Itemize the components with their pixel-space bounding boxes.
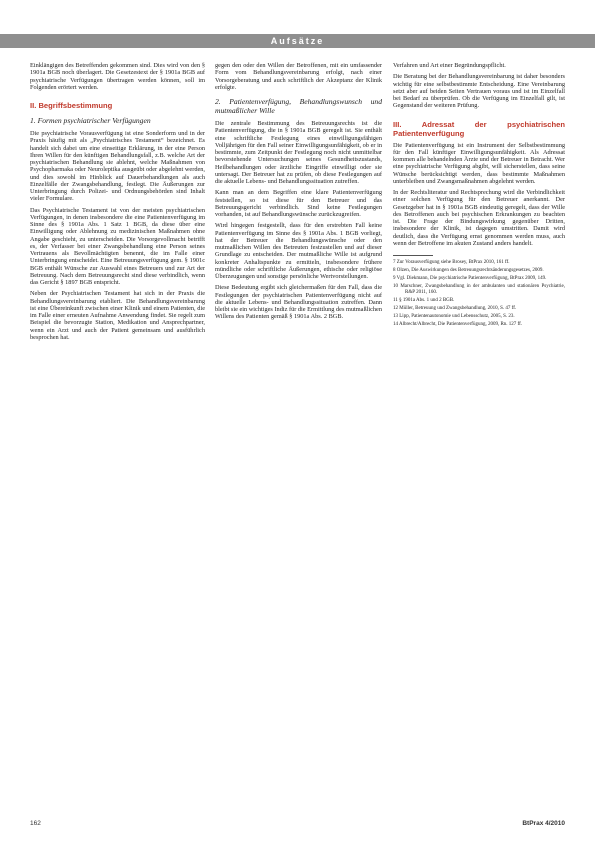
paragraph: Diese Bedeutung ergibt sich gleichermaßen für den Fall, dass die Festlegungen der psychiatrischen Patientenverfügung nicht auf die aktuelle Lebens- und Behandlungssituation zutreffen. Dann bleibt sie ein wichtiges Indiz für die Ermittlung des mutmaßlichen Willens des Patienten gemäß § 1901a Abs. 2 BGB. (215, 284, 383, 321)
paragraph: Die psychiatrische Vorausverfügung ist eine Sonderform und in der Praxis häufig mit als „Psychiatrisches Testament“ bezeichnet. Es handelt sich dabei um eine einseitige Erklärung, in der eine Person Ihren Willen für den künftigen Behandlungsfall, z.B. welche Art der psychiatrischen Behandlung sie ablehnt, welche Maßnahmen von Psychopharmaka oder Neuroleptika ausgeübt oder abgelehnt werden, und dies sowohl im Hinblick auf Dauerbehandlungen als auch Einzelfälle der Zwangsbehandlung, festlegt. Die Äußerungen zur Unterbringung durch Polizei- und Ordnungsbehörden sind Inhalt vieler Formulare. (30, 130, 205, 203)
footnote-divider (393, 255, 433, 256)
footnote: 14 Albrecht/Albrecht, Die Patientenverfügung, 2009, Rn. 127 ff. (393, 322, 523, 327)
page-header (0, 0, 595, 46)
footnote: 10 Marschner, Zwangsbehandlung in der ambulanten und stationären Psychiatrie, R&P 2011, 160. (393, 284, 565, 295)
paragraph: Neben der Psychiatrischen Testament hat sich in der Praxis die Behandlungsvereinbarung etabliert. Die Behandlungsvereinbarung ist eine Übereinkunft zwischen einer Klinik und einem Patienten, die im Falle einer erneuten Aufnahme Anwendung findet. Sie regelt zum Beispiel die bevorzugte Station, Medikation und Ansprechpartner, wenn ein Arzt und auch der Patient gemeinsam und ausführlich besprochen hat. (30, 290, 205, 341)
footnote: 8 Olzen, Die Auswirkungen des Betreuungsrechtsänderungsgesetzes, 2009. (393, 268, 544, 273)
subsection-heading: 1. Formen psychiatrischer Verfügungen (30, 116, 151, 125)
footnote: 12 Müller, Betreuung und Zwangsbehandlung, 2010, S. 47 ff. (393, 306, 517, 311)
text-column-1 (30, 62, 205, 345)
section-title: Aufsätze (270, 36, 325, 46)
paragraph: gegen den oder den Willen der Betroffenen, mit ein umfassender Form vom Behandlungsvereinbarung erfolgt, nach einer Vorsorgeberatung und auch schriftlich der Akzeptanz der Klinik erfolgte. (215, 62, 382, 91)
subsection-heading: 2. Patientenverfügung, Behandlungswunsch und mutmaßlicher Wille (215, 97, 382, 115)
footnote: 7 Zur Vorausverfügung siehe Brosey, BtPrax 2010, 161 ff. (393, 260, 510, 265)
paragraph: Das Psychiatrische Testament ist von der meisten psychiatrischen Verfügungen, in denen insbesondere die eine Patientenverfügung im Sinne des § 1901a Abs. 1 Satz 1 BGB, da diese über eine Einwilligung oder Ablehnung zu medizinischen Maßnahmen ohne Angabe geschieht, zu unterscheiden. Die Vorsorgevollmacht betrifft es, der Verfasser bei einer Zwangsbehandlung eine Person seines Vertrauens als Bevollmächtigten benennt, die im Falle einer Unterbringung entscheidet. Eine Betreuungsverfügung gem. § 1901c BGB enthält Wünsche zur Auswahl eines Betreuers und zur Art der Betreuung. Nach dem Betreuungsrecht sind diese verbindlich, wenn das Gericht § 1897 BGB entspricht. (30, 206, 205, 286)
page-number: 162 (30, 820, 41, 827)
paragraph: Verfahren und Art einer Begründungspflicht. (393, 62, 506, 69)
paragraph: In der Rechtsliteratur und Rechtsprechung wird die Verbindlichkeit einer solchen Verfügung für den Betreuer anerkannt. Der Gesetzgeber hat in § 1901a BGB eindeutig geregelt, dass der Wille des Betroffenen auch bei psychischen Erkrankungen zu beachten ist. Die Frage der Bindungswirkung gegenüber Dritten, insbesondere der Klinik, ist dagegen umstritten. Damit wird deutlich, dass die Verfügung ernst genommen werden muss, auch wenn der Betroffene im akuten Zustand anders handelt. (393, 189, 565, 247)
paragraph: Wird hingegen festgestellt, dass für den erstrebten Fall keine Patientenverfügung im Sinne des § 1901a Abs. 1 BGB vorliegt, hat der Betreuer die Behandlungswünsche oder den mutmaßlichen Willen des Betreuten festzustellen und auf dieser Grundlage zu entscheiden. Der mutmaßliche Wille ist aufgrund konkreter Anhaltspunkte zu ermitteln, insbesondere frühere mündliche oder schriftliche Äußerungen, ethische oder religiöse Überzeugungen und sonstige persönliche Wertvorstellungen. (215, 222, 382, 280)
section-heading: III. Adressat der psychiatrischen Patientenverfügung (393, 119, 565, 138)
text-column-3 (393, 62, 565, 330)
footnotes (393, 260, 565, 328)
footnote: 9 Vgl. Diekmann, Die psychiatrische Patientenverfügung, BtPrax 2009, 149. (393, 276, 547, 281)
text-column-2 (215, 62, 382, 325)
section-heading: II. Begriffsbestimmung (30, 101, 113, 110)
paragraph: Die Patientenverfügung ist ein Instrument der Selbstbestimmung für den Fall künftiger Einwilligungsunfähigkeit. Als Adressat kommen alle behandelnden Ärzte und der Betreuer in Betracht. Wer eine psychiatrische Verfügung abgibt, will sicherstellen, dass seine Wünsche berücksichtigt werden, dass bestimmte Maßnahmen unterbleiben und Zwangsmaßnahmen abgelehnt werden. (393, 141, 565, 185)
paragraph: Die Beratung bei der Behandlungsvereinbarung ist daher besonders wichtig für eine selbstbestimmte Entscheidung. Eine Vereinbarung setzt aber auf beiden Seiten Vertrauen voraus und ist im Einzelfall bei Bedarf zu überprüfen. Ob die Verfügung im Einzelfall gilt, ist Gegenstand der weiteren Prüfung. (393, 73, 565, 110)
paragraph: Einklängigen des Betreffenden gekommen sind. Dies wird von den § 1901a BGB noch überlagert. Die Gesetzestext der § 1901a BGB auf psychiatrische Verfügungen übertragen werden können, soll im Folgenden erörtert werden. (30, 62, 205, 91)
paragraph: Die zentrale Bestimmung des Betreuungsrechts ist die Patientenverfügung, die in § 1901a BGB geregelt ist. Sie enthält eine schriftliche Festlegung eines einwilligungsfähigen Volljährigen für den Fall seiner Einwilligungsunfähigkeit, ob er in bestimmte, zum Zeitpunkt der Festlegung noch nicht unmittelbar bevorstehende Untersuchungen seines Gesundheitszustands, Heilbehandlungen oder ärztliche Eingriffe einwilligt oder sie untersagt. Der Betreuer hat zu prüfen, ob diese Festlegungen auf die aktuelle Lebens- und Behandlungssituation zutreffen. (215, 120, 382, 185)
footnote: 13 Lipp, Patientenautonomie und Lebensschutz, 2005, S. 23. (393, 314, 515, 319)
paragraph: Kann man an dem Begriffen eine klare Patientenverfügung feststellen, so ist diese für den Betreuer und das Betreuungsgericht verbindlich. Sind keine Festlegungen vorhanden, ist auf Behandlungswünsche zurückzugreifen. (215, 189, 382, 218)
journal-issue: BtPrax 4/2010 (522, 820, 565, 827)
footnote: 11 § 1901a Abs. 1 und 2 BGB. (393, 298, 455, 303)
